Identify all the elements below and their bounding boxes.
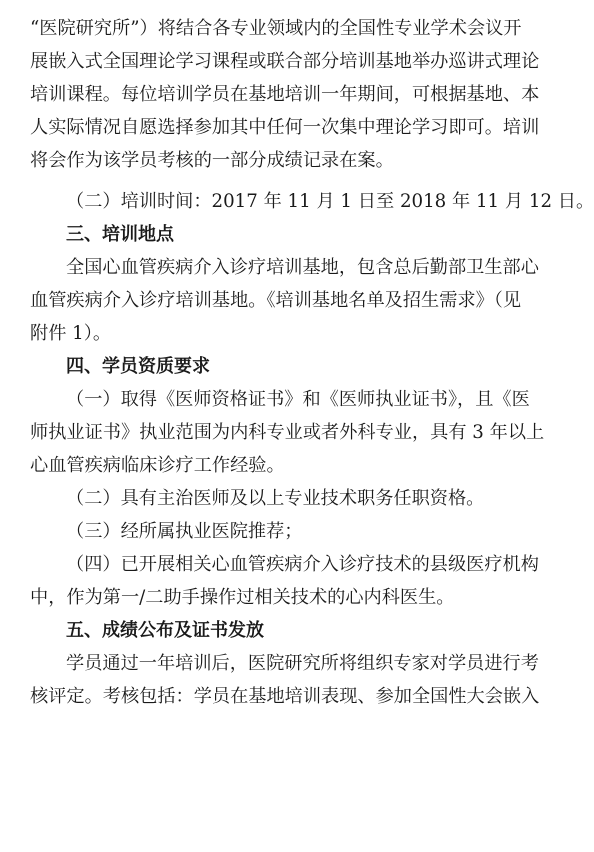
paragraph-line: （二）具有主治医师及以上专业技术职务任职资格。	[66, 488, 485, 509]
paragraph-line: 人实际情况自愿选择参加其中任何一次集中理论学习即可。培训	[30, 117, 540, 138]
section-heading-5: 五、成绩公布及证书发放	[66, 620, 264, 641]
paragraph-line: 展嵌入式全国理论学习课程或联合部分培训基地举办巡讲式理论	[30, 51, 540, 72]
paragraph-line: 培训课程。每位培训学员在基地培训一年期间，可根据基地、本	[30, 84, 540, 105]
paragraph-line: 学员通过一年培训后，医院研究所将组织专家对学员进行考	[66, 653, 539, 674]
paragraph-line: 中，作为第一/二助手操作过相关技术的心内科医生。	[30, 587, 455, 608]
paragraph-line: （四）已开展相关心血管疾病介入诊疗技术的县级医疗机构	[66, 554, 539, 575]
training-time-line: （二）培训时间：2017 年 11 月 1 日至 2018 年 11 月 12 日。	[66, 191, 594, 212]
paragraph-line: 全国心血管疾病介入诊疗培训基地，包含总后勤部卫生部心	[66, 257, 539, 278]
paragraph-line: 心血管疾病临床诊疗工作经验。	[30, 455, 285, 476]
paragraph-line: 附件 1）。	[30, 323, 112, 344]
paragraph-line: “医院研究所”）将结合各专业领域内的全国性专业学术会议开	[30, 18, 522, 39]
paragraph-line: （三）经所属执业医院推荐；	[66, 521, 303, 542]
paragraph-line: 将会作为该学员考核的一部分成绩记录在案。	[30, 150, 394, 171]
section-heading-3: 三、培训地点	[66, 224, 174, 245]
paragraph-line: 血管疾病介入诊疗培训基地。《培训基地名单及招生需求》（见	[30, 290, 522, 311]
paragraph-line: 核评定。考核包括：学员在基地培训表现、参加全国性大会嵌入	[30, 686, 540, 707]
paragraph-line: 师执业证书》执业范围为内科专业或者外科专业，具有 3 年以上	[30, 422, 545, 443]
section-heading-4: 四、学员资质要求	[66, 356, 210, 377]
paragraph-line: （一）取得《医师资格证书》和《医师执业证书》，且《医	[66, 389, 530, 410]
